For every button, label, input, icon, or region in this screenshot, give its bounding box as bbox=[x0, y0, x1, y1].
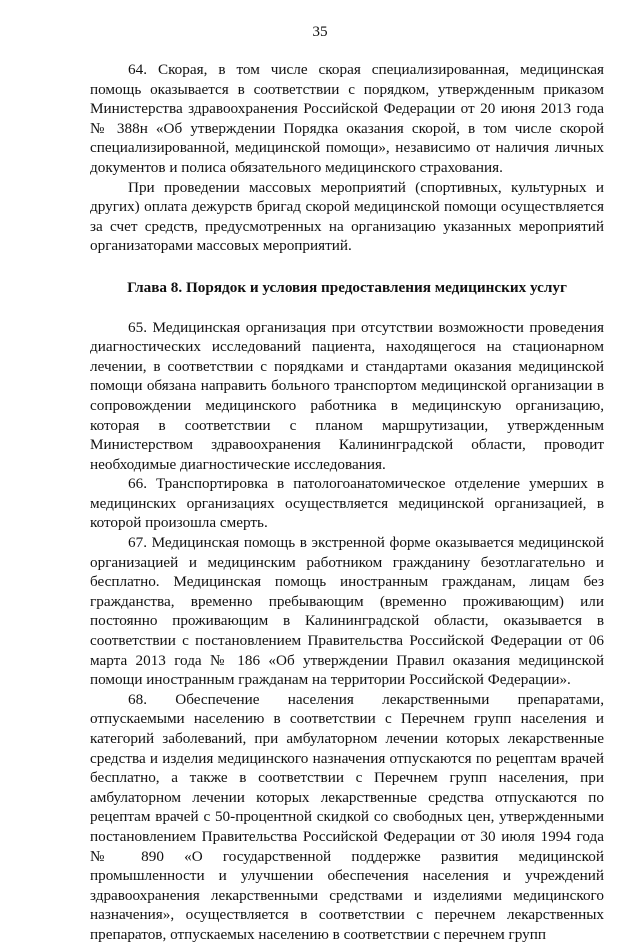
paragraph-66: 66. Транспортировка в патологоанатомическое отделение умерших в медицинских организациях осуществляется медицинской организацией, в которой произошла смерть. bbox=[90, 475, 604, 532]
paragraph-64: 64. Скорая, в том числе скорая специализированная, медицинская помощь оказывается в соответствии с порядком, утвержденным приказом Министерства здравоохранения Российской Федерации от 20 июня 2013 года № 388н «Об утверждении Порядка оказания скорой, в том числе скорой специализированной, медицинской помощи», независимо от наличия личных документов и полиса обязательного медицинского страхования. bbox=[90, 61, 604, 176]
paragraph-68: 68. Обеспечение населения лекарственными препаратами, отпускаемыми населению в соответствии с Перечнем групп населения и категорий заболеваний, при амбулаторном лечении которых лекарственные средства и изделия медицинского назначения отпускаются по рецептам врачей бесплатно, а также в соответствии с Перечнем групп населения, при амбулаторном лечении которых лекарственные средства отпускаются по рецептам врачей с 50-процентной скидкой со свободных цен, утвержденными постановлением Правительства Российской Федерации от 30 июля 1994 года № 890 «О государственной поддержке развития медицинской промышленности и улучшении обеспечения населения и учреждений здравоохранения лекарственными средствами и изделиями медицинского назначения», осуществляется в соответствии с перечнем лекарственных препаратов, отпускаемых населению в соответствии с перечнем групп bbox=[90, 690, 604, 943]
page-number: 35 bbox=[312, 23, 328, 40]
document-body bbox=[90, 60, 604, 945]
chapter-heading: Глава 8. Порядок и условия предоставления медицинских услуг bbox=[127, 278, 567, 296]
paragraph-65: 65. Медицинская организация при отсутствии возможности проведения диагностических исследований пациента, находящегося на стационарном лечении, в соответствии с порядками и стандартами оказания медицинской помощи обязана направить больного транспортом медицинской организации в сопровождении медицинского работника в медицинскую организацию, которая в соответствии с планом маршрутизации, утвержденным Министерством здравоохранения Калининградской области, проводит необходимые диагностические исследования. bbox=[90, 318, 604, 473]
paragraph-67: 67. Медицинская помощь в экстренной форме оказывается медицинской организацией и медицинским работником гражданину безотлагательно и бесплатно. Медицинская помощь иностранным гражданам, лицам без гражданства, временно пребывающим (временно проживающим) или постоянно проживающим в Калининградской области, оказывается в соответствии с постановлением Правительства Российской Федерации от 06 марта 2013 года № 186 «Об утверждении Правил оказания медицинской помощи иностранным гражданам на территории Российской Федерации». bbox=[90, 534, 604, 689]
paragraph-mass-events: При проведении массовых мероприятий (спортивных, культурных и других) оплата дежурств бригад скорой медицинской помощи осуществляется за счет средств, предусмотренных на организацию указанных мероприятий организаторами массовых мероприятий. bbox=[90, 178, 604, 255]
